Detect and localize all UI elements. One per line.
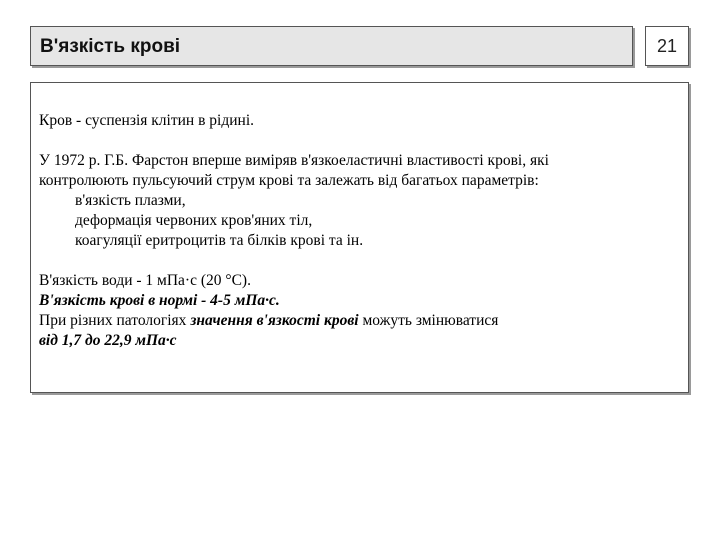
list-item: деформація червоних кров'яних тіл,: [75, 212, 313, 229]
pathology-suffix: можуть змінюватися: [358, 312, 499, 329]
list-item: в'язкість плазми,: [75, 192, 186, 209]
normal-viscosity: В'язкість крові в нормі - 4-5 мПа·с.: [39, 292, 280, 309]
water-viscosity: В'язкість води - 1 мПа·с (20 °С).: [39, 272, 251, 289]
history-line-1: У 1972 р. Г.Б. Фарстон вперше виміряв в'язкоеластичні властивості крові, які: [39, 152, 549, 169]
intro-text: Кров - суспензія клітин в рідині.: [39, 112, 254, 129]
slide-title: В'язкість крові: [40, 36, 181, 57]
viscosity-range: від 1,7 до 22,9 мПа·с: [39, 332, 177, 349]
content-box: [30, 82, 689, 393]
history-line-2: контролюють пульсуючий струм крові та залежать від багатьох параметрів:: [39, 172, 539, 189]
slide-title-box: [30, 26, 633, 66]
list-item: коагуляції еритроцитів та білків крові та ін.: [75, 232, 364, 249]
pathology-emphasis: значення в'язкості крові: [190, 312, 359, 329]
slide-number: 21: [645, 26, 689, 66]
content-body: [39, 111, 682, 351]
pathology-prefix: При різних патологіях: [39, 312, 191, 329]
pathology-line: [39, 311, 682, 331]
